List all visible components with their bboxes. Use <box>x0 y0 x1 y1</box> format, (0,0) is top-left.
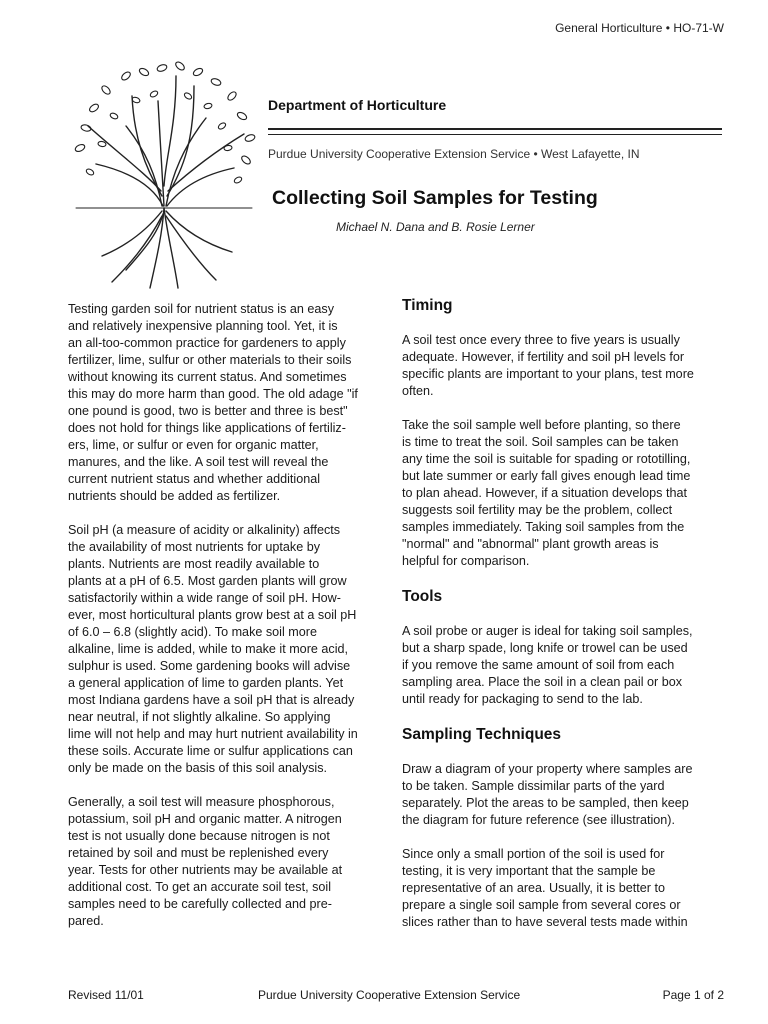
sampling-paragraph-2: Since only a small portion of the soil is used for testing, it is very important that the sample be representative of an area. Usually, it is better to prepare a single soil sample from several cores or slices rather than to have several tests made within <box>402 847 688 929</box>
footer-publisher: Purdue University Cooperative Extension Service <box>258 988 521 1002</box>
series-code: General Horticulture • HO-71-W <box>555 21 724 35</box>
timing-paragraph-1: A soil test once every three to five years is usually adequate. However, if fertility and soil pH levels for specific plants are important to your plans, test more often. <box>402 333 694 398</box>
timing-paragraph-2: Take the soil sample well before planting, so there is time to treat the soil. Soil samples can be taken any time the soil is suitable for spading or rototilling, but late summer or early fall gives enough lead time to plan ahead. However, if a situation develops that suggests soil fertility may be the problem, collect samples immediately. Taking soil samples from the "normal" and "abnormal" plant growth areas is helpful for comparison. <box>402 418 691 568</box>
header-rule-thick <box>268 128 722 130</box>
soil-test-paragraph: Generally, a soil test will measure phosphorous, potassium, soil pH and organic matter. A nitrogen test is not usually done because nitrogen is not retained by soil and must be replenished every year. Tests for other nutrients may be available at additional cost. To get an accurate soil test, soil samples need to be carefully collected and pre- pared. <box>68 795 343 928</box>
footer-page-number: Page 1 of 2 <box>662 988 724 1002</box>
shrub-with-roots-icon <box>66 56 262 294</box>
sampling-paragraph-1: Draw a diagram of your property where samples are to be taken. Sample dissimilar parts of the yard separately. Plot the areas to be sampled, then keep the diagram for future reference (see illustration). <box>402 762 693 827</box>
heading-timing: Timing <box>402 297 453 314</box>
department-name: Department of Horticulture <box>268 97 447 113</box>
right-column <box>402 296 727 948</box>
extension-service-line: Purdue University Cooperative Extension Service • West Lafayette, IN <box>268 147 640 161</box>
header-rule-thin <box>268 134 722 135</box>
heading-sampling-techniques: Sampling Techniques <box>402 726 562 743</box>
tools-paragraph: A soil probe or auger is ideal for taking soil samples, but a sharp spade, long knife or trowel can be used if you remove the same amount of soil from each sampling area. Place the soil in a clean pail or box until ready for packaging to send to the lab. <box>402 624 693 706</box>
footer-revised: Revised 11/01 <box>68 988 144 1002</box>
heading-tools: Tools <box>402 588 443 605</box>
intro-paragraph: Testing garden soil for nutrient status is an easy and relatively inexpensive planning tool. Yet, it is an all-too-common practice for gardeners to apply fertilizer, lime, sulfur or other materials to their soils without knowing its current status. And sometimes this may do more harm than good. The old adage "if one pound is good, two is better and three is best" does not hold for things like applications of fertiliz- ers, lime, or sulfur or even for organic matter, manures, and the like. A soil test will reveal the current nutrient status and whether additional nutrients should be added as fertilizer. <box>68 302 358 503</box>
authors: Michael N. Dana and B. Rosie Lerner <box>336 220 535 234</box>
left-column <box>68 301 380 947</box>
soil-ph-paragraph: Soil pH (a measure of acidity or alkalinity) affects the availability of most nutrients for uptake by plants. Nutrients are most readily available to plants at a pH of 6.5. Most garden plants will grow satisfactorily within a wide range of soil pH. How- ever, most horticultural plants grow best at a soil pH of 6.0 – 6.8 (slightly acid). To make soil more alkaline, lime is added, while to make it more acid, sulphur is used. Some gardening books will advise a general application of lime to garden plants. Yet most Indiana gardens have a soil pH that is already near neutral, if not slightly alkaline. So applying lime will not help and may hurt nutrient availability in these soils. Accurate lime or sulfur applications can only be made on the basis of this soil analysis. <box>68 523 358 775</box>
document-title: Collecting Soil Samples for Testing <box>272 187 598 209</box>
